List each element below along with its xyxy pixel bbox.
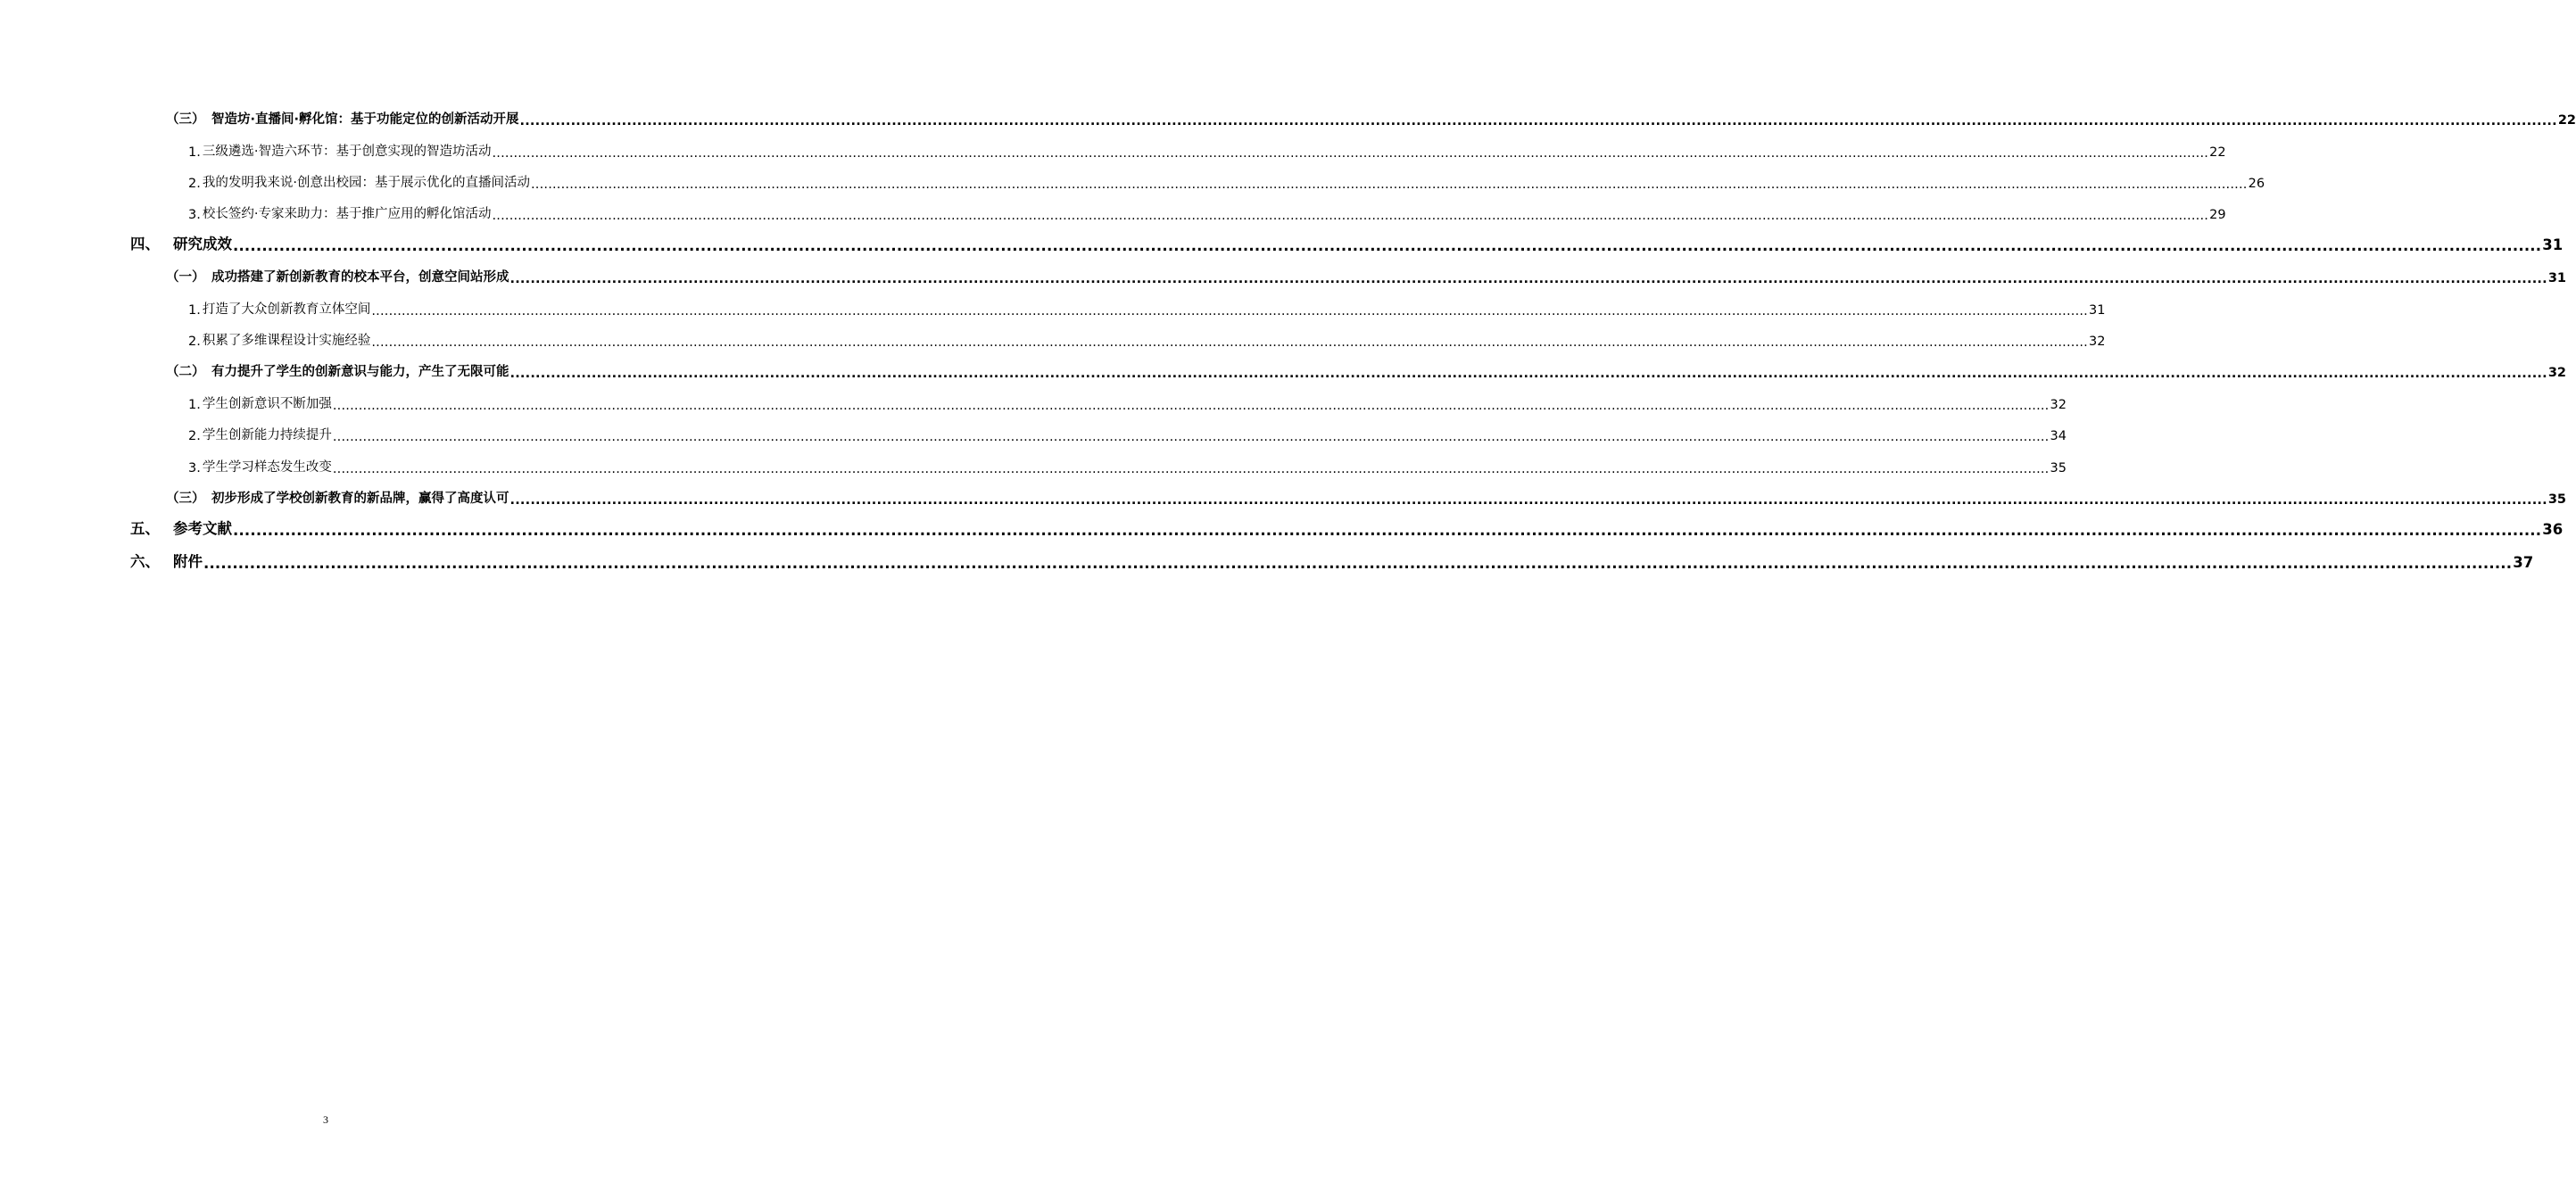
toc-entry-number: 2. <box>188 177 201 191</box>
toc-entry-page: 29 <box>2209 208 2226 222</box>
toc-dot-leader: ................................................................................................................................................................................................................................................................................................................................................................................................................ <box>519 114 2557 128</box>
toc-entry-title: 研究成效 <box>173 236 232 252</box>
toc-entry[interactable] <box>0 353 2567 381</box>
toc-entry-title: 学生学习样态发生改变 <box>202 460 332 475</box>
toc-entry-title: 学生创新能力持续提升 <box>202 428 332 442</box>
toc-dot-leader: ................................................................................................................................................................................................................................................................................................................................................................................................................ <box>530 178 2248 192</box>
toc-entry-number: 五、 <box>130 520 160 537</box>
toc-dot-leader: ................................................................................................................................................................................................................................................................................................................................................................................................................ <box>371 335 2088 350</box>
toc-entry-number: （三） <box>166 112 205 127</box>
toc-entry-number: （一） <box>166 270 205 285</box>
toc-entry-number: 3. <box>188 208 201 222</box>
toc-entry-number: 1. <box>188 398 201 412</box>
toc-dot-leader: ................................................................................................................................................................................................................................................................................................................................................................................................................ <box>492 209 2209 223</box>
toc-entry[interactable] <box>0 259 2567 286</box>
toc-entry[interactable] <box>0 164 2265 192</box>
toc-entry-title: 我的发明我来说·创意出校园：基于展示优化的直播间活动 <box>202 176 530 190</box>
toc-entry-page: 31 <box>2547 271 2567 285</box>
toc-entry[interactable] <box>0 322 2106 350</box>
toc-dot-leader: ................................................................................................................................................................................................................................................................................................................................................................................................................ <box>332 462 2050 476</box>
toc-entry[interactable] <box>0 101 2576 128</box>
toc-entry-title: 初步形成了学校创新教育的新品牌，赢得了高度认可 <box>211 492 509 506</box>
toc-entry-title: 参考文献 <box>173 520 232 537</box>
toc-entry-title: 有力提升了学生的创新意识与能力，产生了无限可能 <box>211 365 509 379</box>
toc-entry-page: 22 <box>2557 113 2576 128</box>
toc-entry-page: 37 <box>2513 554 2534 571</box>
toc-entry-page: 36 <box>2542 521 2564 538</box>
toc-entry-number: 2. <box>188 335 201 349</box>
toc-entry-number: 2. <box>188 429 201 443</box>
toc-entry-title: 附件 <box>173 553 203 570</box>
toc-entry-page: 35 <box>2547 492 2567 507</box>
toc-entry-page: 31 <box>2089 303 2106 318</box>
toc-entry-page: 34 <box>2050 429 2067 443</box>
toc-entry[interactable] <box>0 480 2567 508</box>
toc-entry-title: 三级遴选·智造六环节：基于创意实现的智造坊活动 <box>202 145 492 159</box>
toc-dot-leader: ................................................................................................................................................................................................................................................................................................................................................................................................................ <box>509 367 2547 381</box>
toc-dot-leader: ................................................................................................................................................................................................................................................................................................................................................................................................................ <box>233 522 2542 539</box>
toc-entry-page: 32 <box>2050 398 2067 412</box>
toc-entry[interactable] <box>0 195 2226 223</box>
toc-entry-title: 校长签约·专家来助力：基于推广应用的孵化馆活动 <box>202 207 492 221</box>
toc-entry[interactable] <box>0 385 2067 413</box>
toc-entry-number: （三） <box>166 492 205 506</box>
toc-dot-leader: ................................................................................................................................................................................................................................................................................................................................................................................................................ <box>371 304 2088 318</box>
toc-entry[interactable] <box>0 227 2564 254</box>
toc-entry-number: 1. <box>188 303 201 318</box>
toc-entry[interactable] <box>0 449 2067 476</box>
toc-entry-number: 3. <box>188 461 201 475</box>
toc-dot-leader: ................................................................................................................................................................................................................................................................................................................................................................................................................ <box>492 146 2209 161</box>
toc-dot-leader: ................................................................................................................................................................................................................................................................................................................................................................................................................ <box>332 430 2050 444</box>
toc-entry-title: 学生创新意识不断加强 <box>202 397 332 411</box>
toc-entry-title: 打造了大众创新教育立体空间 <box>202 302 371 317</box>
toc-dot-leader: ................................................................................................................................................................................................................................................................................................................................................................................................................ <box>509 272 2547 286</box>
toc-entry[interactable] <box>0 544 2534 572</box>
toc-dot-leader: ................................................................................................................................................................................................................................................................................................................................................................................................................ <box>509 493 2547 508</box>
toc-entry-page: 32 <box>2547 366 2567 380</box>
toc-entry[interactable] <box>0 511 2564 539</box>
toc-entry-number: 四、 <box>130 236 160 252</box>
toc-entry[interactable] <box>0 133 2226 161</box>
toc-entry-title: 积累了多维课程设计实施经验 <box>202 334 371 348</box>
toc-entry-page: 32 <box>2089 335 2106 349</box>
toc-dot-leader: ................................................................................................................................................................................................................................................................................................................................................................................................................ <box>233 237 2542 254</box>
toc-entry-page: 31 <box>2542 236 2564 253</box>
toc-entry-number: （二） <box>166 365 205 379</box>
toc-entry-title: 成功搭建了新创新教育的校本平台，创意空间站形成 <box>211 270 509 285</box>
toc-entry-title: 智造坊·直播间·孵化馆：基于功能定位的创新活动开展 <box>211 112 519 127</box>
toc-dot-leader: ................................................................................................................................................................................................................................................................................................................................................................................................................ <box>332 399 2050 413</box>
toc-entry[interactable] <box>0 417 2067 444</box>
toc-entry-page: 26 <box>2248 177 2265 191</box>
toc-dot-leader: ................................................................................................................................................................................................................................................................................................................................................................................................................ <box>203 555 2513 572</box>
toc-entry-number: 六、 <box>130 553 160 570</box>
page-number: 3 <box>323 1113 328 1126</box>
toc-entry[interactable] <box>0 291 2106 318</box>
toc-entry-page: 22 <box>2209 145 2226 160</box>
toc-entry-page: 35 <box>2050 461 2067 475</box>
toc-entry-number: 1. <box>188 145 201 160</box>
